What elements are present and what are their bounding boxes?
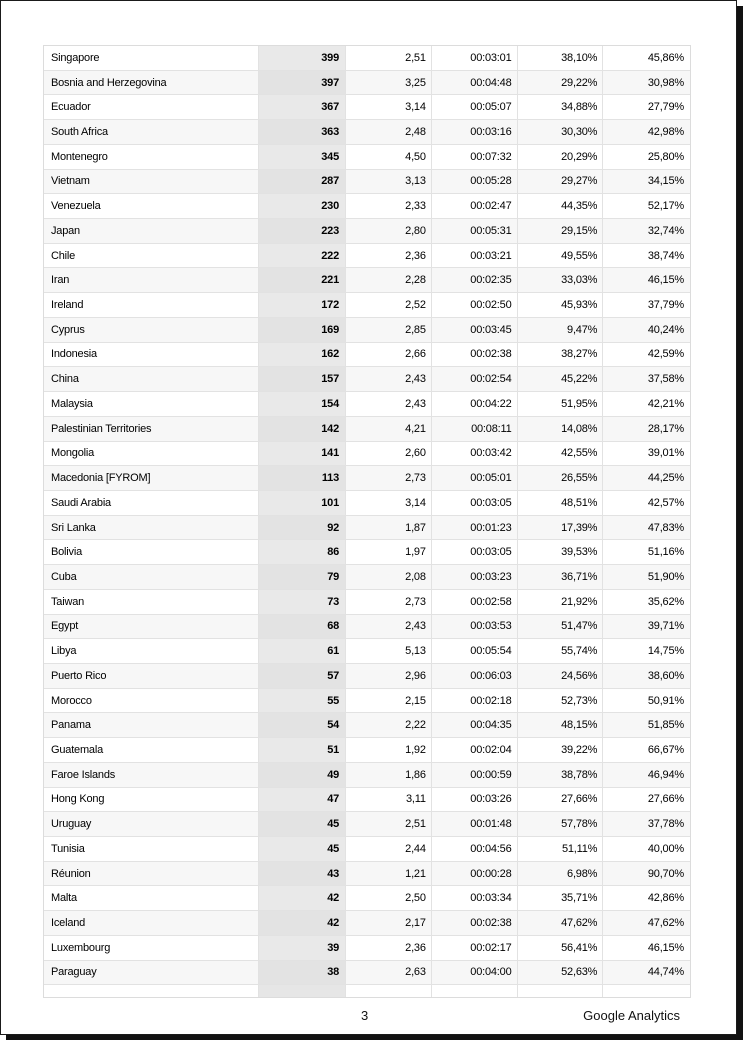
country-cell: Tunisia [44,837,259,861]
avg-duration-cell: 00:02:17 [432,936,518,960]
bounce-rate-cell: 38,60% [647,669,684,682]
avg-duration-cell: 00:03:42 [432,442,518,466]
table-row [44,936,690,961]
sessions-cell: 367 [259,95,346,119]
pages-per-session-cell: 2,60 [346,442,432,466]
table-row [44,812,690,837]
country-cell: Egypt [44,615,259,639]
new-sessions-cell: 49,55% [518,244,604,268]
sessions-cell: 92 [259,516,346,540]
bounce-rate-cell: 35,62% [647,595,684,608]
table-row [44,244,690,269]
new-sessions-cell: 38,78% [518,763,604,787]
pages-per-session-cell: 2,96 [346,664,432,688]
table-row [44,194,690,219]
bounce-rate-cell: 42,86% [647,892,684,905]
table-row [44,293,690,318]
bounce-rate-cell: 42,59% [647,348,684,361]
sessions-cell: 49 [259,763,346,787]
pages-per-session-cell: 2,15 [346,689,432,713]
bounce-rate-cell: 44,74% [647,966,684,979]
new-sessions-cell: 29,22% [518,71,604,95]
new-sessions-cell: 38,10% [518,46,604,70]
new-sessions-cell: 57,78% [518,812,604,836]
pages-per-session-cell: 2,48 [346,120,432,144]
new-sessions-cell: 48,51% [518,491,604,515]
pages-per-session-cell: 3,13 [346,170,432,194]
new-sessions-cell: 42,55% [518,442,604,466]
pages-per-session-cell: 1,87 [346,516,432,540]
pages-per-session-cell: 2,80 [346,219,432,243]
empty-cell [259,985,346,997]
empty-cell [518,985,604,997]
pages-per-session-cell: 2,17 [346,911,432,935]
table-row [44,516,690,541]
avg-duration-cell: 00:02:50 [432,293,518,317]
sessions-cell: 43 [259,862,346,886]
country-cell: Iceland [44,911,259,935]
new-sessions-cell: 52,63% [518,961,604,985]
avg-duration-cell: 00:06:03 [432,664,518,688]
sessions-cell: 42 [259,886,346,910]
country-cell: Uruguay [44,812,259,836]
table-row [44,713,690,738]
table-row [44,862,690,887]
avg-duration-cell: 00:02:54 [432,367,518,391]
new-sessions-cell: 33,03% [518,268,604,292]
new-sessions-cell: 29,27% [518,170,604,194]
sessions-cell: 399 [259,46,346,70]
page-shadow-bottom [6,1035,743,1040]
sessions-cell: 397 [259,71,346,95]
table-row [44,763,690,788]
bounce-rate-cell: 38,74% [647,249,684,262]
country-cell: Libya [44,639,259,663]
sessions-cell: 54 [259,713,346,737]
table-row [44,442,690,467]
bounce-rate-cell: 45,86% [647,51,684,64]
pages-per-session-cell: 2,08 [346,565,432,589]
country-cell: Cuba [44,565,259,589]
sessions-cell: 61 [259,639,346,663]
new-sessions-cell: 26,55% [518,466,604,490]
bounce-rate-cell: 66,67% [647,743,684,756]
pages-per-session-cell: 2,36 [346,244,432,268]
pages-per-session-cell: 2,28 [346,268,432,292]
sessions-cell: 169 [259,318,346,342]
country-cell: Hong Kong [44,788,259,812]
sessions-cell: 101 [259,491,346,515]
bounce-rate-cell: 37,58% [647,373,684,386]
bounce-rate-cell: 32,74% [647,224,684,237]
pages-per-session-cell: 2,36 [346,936,432,960]
avg-duration-cell: 00:05:07 [432,95,518,119]
pages-per-session-cell: 3,14 [346,95,432,119]
avg-duration-cell: 00:04:22 [432,392,518,416]
empty-cell [346,985,432,997]
bounce-rate-cell: 28,17% [647,422,684,435]
bounce-rate-cell: 46,15% [647,941,684,954]
country-cell: South Africa [44,120,259,144]
table-row [44,738,690,763]
pages-per-session-cell: 1,92 [346,738,432,762]
pages-per-session-cell: 3,25 [346,71,432,95]
table-row [44,837,690,862]
avg-duration-cell: 00:03:53 [432,615,518,639]
sessions-cell: 73 [259,590,346,614]
sessions-cell: 162 [259,343,346,367]
new-sessions-cell: 38,27% [518,343,604,367]
country-cell: Faroe Islands [44,763,259,787]
avg-duration-cell: 00:03:01 [432,46,518,70]
bounce-rate-cell: 40,00% [647,842,684,855]
table-row [44,392,690,417]
country-cell: Vietnam [44,170,259,194]
sessions-cell: 113 [259,466,346,490]
table-row [44,491,690,516]
sessions-cell: 142 [259,417,346,441]
avg-duration-cell: 00:03:23 [432,565,518,589]
bounce-rate-cell: 47,62% [647,917,684,930]
pages-per-session-cell: 2,51 [346,46,432,70]
table-row [44,145,690,170]
country-cell: Malaysia [44,392,259,416]
table-row [44,615,690,640]
bounce-rate-cell: 51,16% [647,546,684,559]
empty-cell [603,985,690,997]
country-cell: Montenegro [44,145,259,169]
table-row [44,367,690,392]
sessions-cell: 222 [259,244,346,268]
country-cell: Réunion [44,862,259,886]
country-cell: Malta [44,886,259,910]
new-sessions-cell: 44,35% [518,194,604,218]
avg-duration-cell: 00:02:58 [432,590,518,614]
country-cell: Panama [44,713,259,737]
table-row [44,540,690,565]
bounce-rate-cell: 34,15% [647,175,684,188]
avg-duration-cell: 00:03:34 [432,886,518,910]
footer-brand: Google Analytics [583,1008,680,1023]
bounce-rate-cell: 44,25% [647,472,684,485]
bounce-rate-cell: 50,91% [647,694,684,707]
country-cell: Guatemala [44,738,259,762]
country-cell: Ireland [44,293,259,317]
sessions-cell: 287 [259,170,346,194]
bounce-rate-cell: 37,79% [647,299,684,312]
sessions-cell: 223 [259,219,346,243]
bounce-rate-cell: 37,78% [647,818,684,831]
avg-duration-cell: 00:04:48 [432,71,518,95]
country-cell: Taiwan [44,590,259,614]
avg-duration-cell: 00:07:32 [432,145,518,169]
sessions-cell: 45 [259,837,346,861]
pages-per-session-cell: 1,97 [346,540,432,564]
country-cell: Bosnia and Herzegovina [44,71,259,95]
country-cell: Chile [44,244,259,268]
page-number: 3 [361,1008,369,1023]
bounce-rate-cell: 25,80% [647,150,684,163]
avg-duration-cell: 00:01:23 [432,516,518,540]
country-stats-table [43,45,691,998]
table-row [44,417,690,442]
table-row [44,95,690,120]
avg-duration-cell: 00:02:47 [432,194,518,218]
sessions-cell: 221 [259,268,346,292]
pages-per-session-cell: 2,73 [346,466,432,490]
bounce-rate-cell: 42,98% [647,126,684,139]
avg-duration-cell: 00:04:56 [432,837,518,861]
country-cell: Venezuela [44,194,259,218]
pages-per-session-cell: 2,43 [346,615,432,639]
pages-per-session-cell: 5,13 [346,639,432,663]
table-row [44,120,690,145]
new-sessions-cell: 27,66% [518,788,604,812]
table-row [44,788,690,813]
country-cell: Saudi Arabia [44,491,259,515]
avg-duration-cell: 00:05:54 [432,639,518,663]
country-cell: Macedonia [FYROM] [44,466,259,490]
table-row [44,466,690,491]
new-sessions-cell: 35,71% [518,886,604,910]
sessions-cell: 38 [259,961,346,985]
avg-duration-cell: 00:03:26 [432,788,518,812]
country-cell: Palestinian Territories [44,417,259,441]
new-sessions-cell: 45,93% [518,293,604,317]
country-cell: Puerto Rico [44,664,259,688]
new-sessions-cell: 39,53% [518,540,604,564]
country-cell: Mongolia [44,442,259,466]
new-sessions-cell: 24,56% [518,664,604,688]
country-cell: China [44,367,259,391]
bounce-rate-cell: 27,79% [647,101,684,114]
country-cell: Luxembourg [44,936,259,960]
avg-duration-cell: 00:00:59 [432,763,518,787]
bounce-rate-cell: 40,24% [647,323,684,336]
bounce-rate-cell: 46,15% [647,274,684,287]
new-sessions-cell: 39,22% [518,738,604,762]
pages-per-session-cell: 3,11 [346,788,432,812]
pages-per-session-cell: 2,85 [346,318,432,342]
pages-per-session-cell: 2,50 [346,886,432,910]
new-sessions-cell: 34,88% [518,95,604,119]
avg-duration-cell: 00:03:45 [432,318,518,342]
avg-duration-cell: 00:00:28 [432,862,518,886]
new-sessions-cell: 14,08% [518,417,604,441]
avg-duration-cell: 00:03:21 [432,244,518,268]
sessions-cell: 230 [259,194,346,218]
bounce-rate-cell: 39,01% [647,447,684,460]
sessions-cell: 57 [259,664,346,688]
table-row [44,170,690,195]
new-sessions-cell: 9,47% [518,318,604,342]
bounce-rate-cell: 51,85% [647,719,684,732]
country-cell: Indonesia [44,343,259,367]
new-sessions-cell: 29,15% [518,219,604,243]
bounce-rate-cell: 42,21% [647,397,684,410]
sessions-cell: 345 [259,145,346,169]
table-row [44,343,690,368]
country-cell: Singapore [44,46,259,70]
pages-per-session-cell: 2,51 [346,812,432,836]
pages-per-session-cell: 4,21 [346,417,432,441]
avg-duration-cell: 00:05:31 [432,219,518,243]
bounce-rate-cell: 47,83% [647,521,684,534]
avg-duration-cell: 00:04:00 [432,961,518,985]
pages-per-session-cell: 2,52 [346,293,432,317]
sessions-cell: 141 [259,442,346,466]
avg-duration-cell: 00:01:48 [432,812,518,836]
sessions-cell: 39 [259,936,346,960]
new-sessions-cell: 17,39% [518,516,604,540]
bounce-rate-cell: 14,75% [647,645,684,658]
pages-per-session-cell: 2,43 [346,367,432,391]
avg-duration-cell: 00:03:16 [432,120,518,144]
avg-duration-cell: 00:02:35 [432,268,518,292]
new-sessions-cell: 30,30% [518,120,604,144]
sessions-cell: 47 [259,788,346,812]
pages-per-session-cell: 4,50 [346,145,432,169]
table-row [44,911,690,936]
new-sessions-cell: 51,95% [518,392,604,416]
new-sessions-cell: 56,41% [518,936,604,960]
table-row [44,590,690,615]
sessions-cell: 154 [259,392,346,416]
sessions-cell: 79 [259,565,346,589]
new-sessions-cell: 45,22% [518,367,604,391]
avg-duration-cell: 00:05:28 [432,170,518,194]
sessions-cell: 42 [259,911,346,935]
bounce-rate-cell: 46,94% [647,768,684,781]
sessions-cell: 363 [259,120,346,144]
empty-cell [432,985,518,997]
pages-per-session-cell: 2,33 [346,194,432,218]
pages-per-session-cell: 2,66 [346,343,432,367]
pages-per-session-cell: 2,44 [346,837,432,861]
pages-per-session-cell: 2,73 [346,590,432,614]
country-cell: Paraguay [44,961,259,985]
country-cell: Cyprus [44,318,259,342]
bounce-rate-cell: 39,71% [647,620,684,633]
sessions-cell: 45 [259,812,346,836]
page-shadow-right [737,6,743,1038]
table-row [44,318,690,343]
pages-per-session-cell: 2,63 [346,961,432,985]
table-bottom-padding [44,985,690,997]
pages-per-session-cell: 2,22 [346,713,432,737]
new-sessions-cell: 20,29% [518,145,604,169]
table-row [44,639,690,664]
table-row [44,689,690,714]
new-sessions-cell: 51,47% [518,615,604,639]
avg-duration-cell: 00:02:38 [432,343,518,367]
new-sessions-cell: 48,15% [518,713,604,737]
country-cell: Iran [44,268,259,292]
country-cell: Bolivia [44,540,259,564]
table-row [44,71,690,96]
table-row [44,961,690,986]
country-cell: Sri Lanka [44,516,259,540]
avg-duration-cell: 00:05:01 [432,466,518,490]
sessions-cell: 86 [259,540,346,564]
country-cell: Ecuador [44,95,259,119]
avg-duration-cell: 00:02:38 [432,911,518,935]
bounce-rate-cell: 30,98% [647,76,684,89]
new-sessions-cell: 47,62% [518,911,604,935]
avg-duration-cell: 00:03:05 [432,491,518,515]
table-row [44,219,690,244]
table-row [44,886,690,911]
new-sessions-cell: 55,74% [518,639,604,663]
country-cell: Japan [44,219,259,243]
sessions-cell: 157 [259,367,346,391]
sessions-cell: 51 [259,738,346,762]
pages-per-session-cell: 1,21 [346,862,432,886]
sessions-cell: 55 [259,689,346,713]
table-row [44,46,690,71]
bounce-rate-cell: 27,66% [647,793,684,806]
table-row [44,664,690,689]
empty-cell [44,985,259,997]
new-sessions-cell: 51,11% [518,837,604,861]
bounce-rate-cell: 52,17% [647,200,684,213]
avg-duration-cell: 00:02:18 [432,689,518,713]
pages-per-session-cell: 3,14 [346,491,432,515]
country-cell: Morocco [44,689,259,713]
avg-duration-cell: 00:04:35 [432,713,518,737]
new-sessions-cell: 21,92% [518,590,604,614]
sessions-cell: 172 [259,293,346,317]
bounce-rate-cell: 42,57% [647,496,684,509]
avg-duration-cell: 00:08:11 [432,417,518,441]
avg-duration-cell: 00:03:05 [432,540,518,564]
new-sessions-cell: 6,98% [518,862,604,886]
bounce-rate-cell: 51,90% [647,570,684,583]
table-row [44,268,690,293]
sessions-cell: 68 [259,615,346,639]
pages-per-session-cell: 1,86 [346,763,432,787]
bounce-rate-cell: 90,70% [647,867,684,880]
avg-duration-cell: 00:02:04 [432,738,518,762]
new-sessions-cell: 52,73% [518,689,604,713]
pages-per-session-cell: 2,43 [346,392,432,416]
new-sessions-cell: 36,71% [518,565,604,589]
table-row [44,565,690,590]
